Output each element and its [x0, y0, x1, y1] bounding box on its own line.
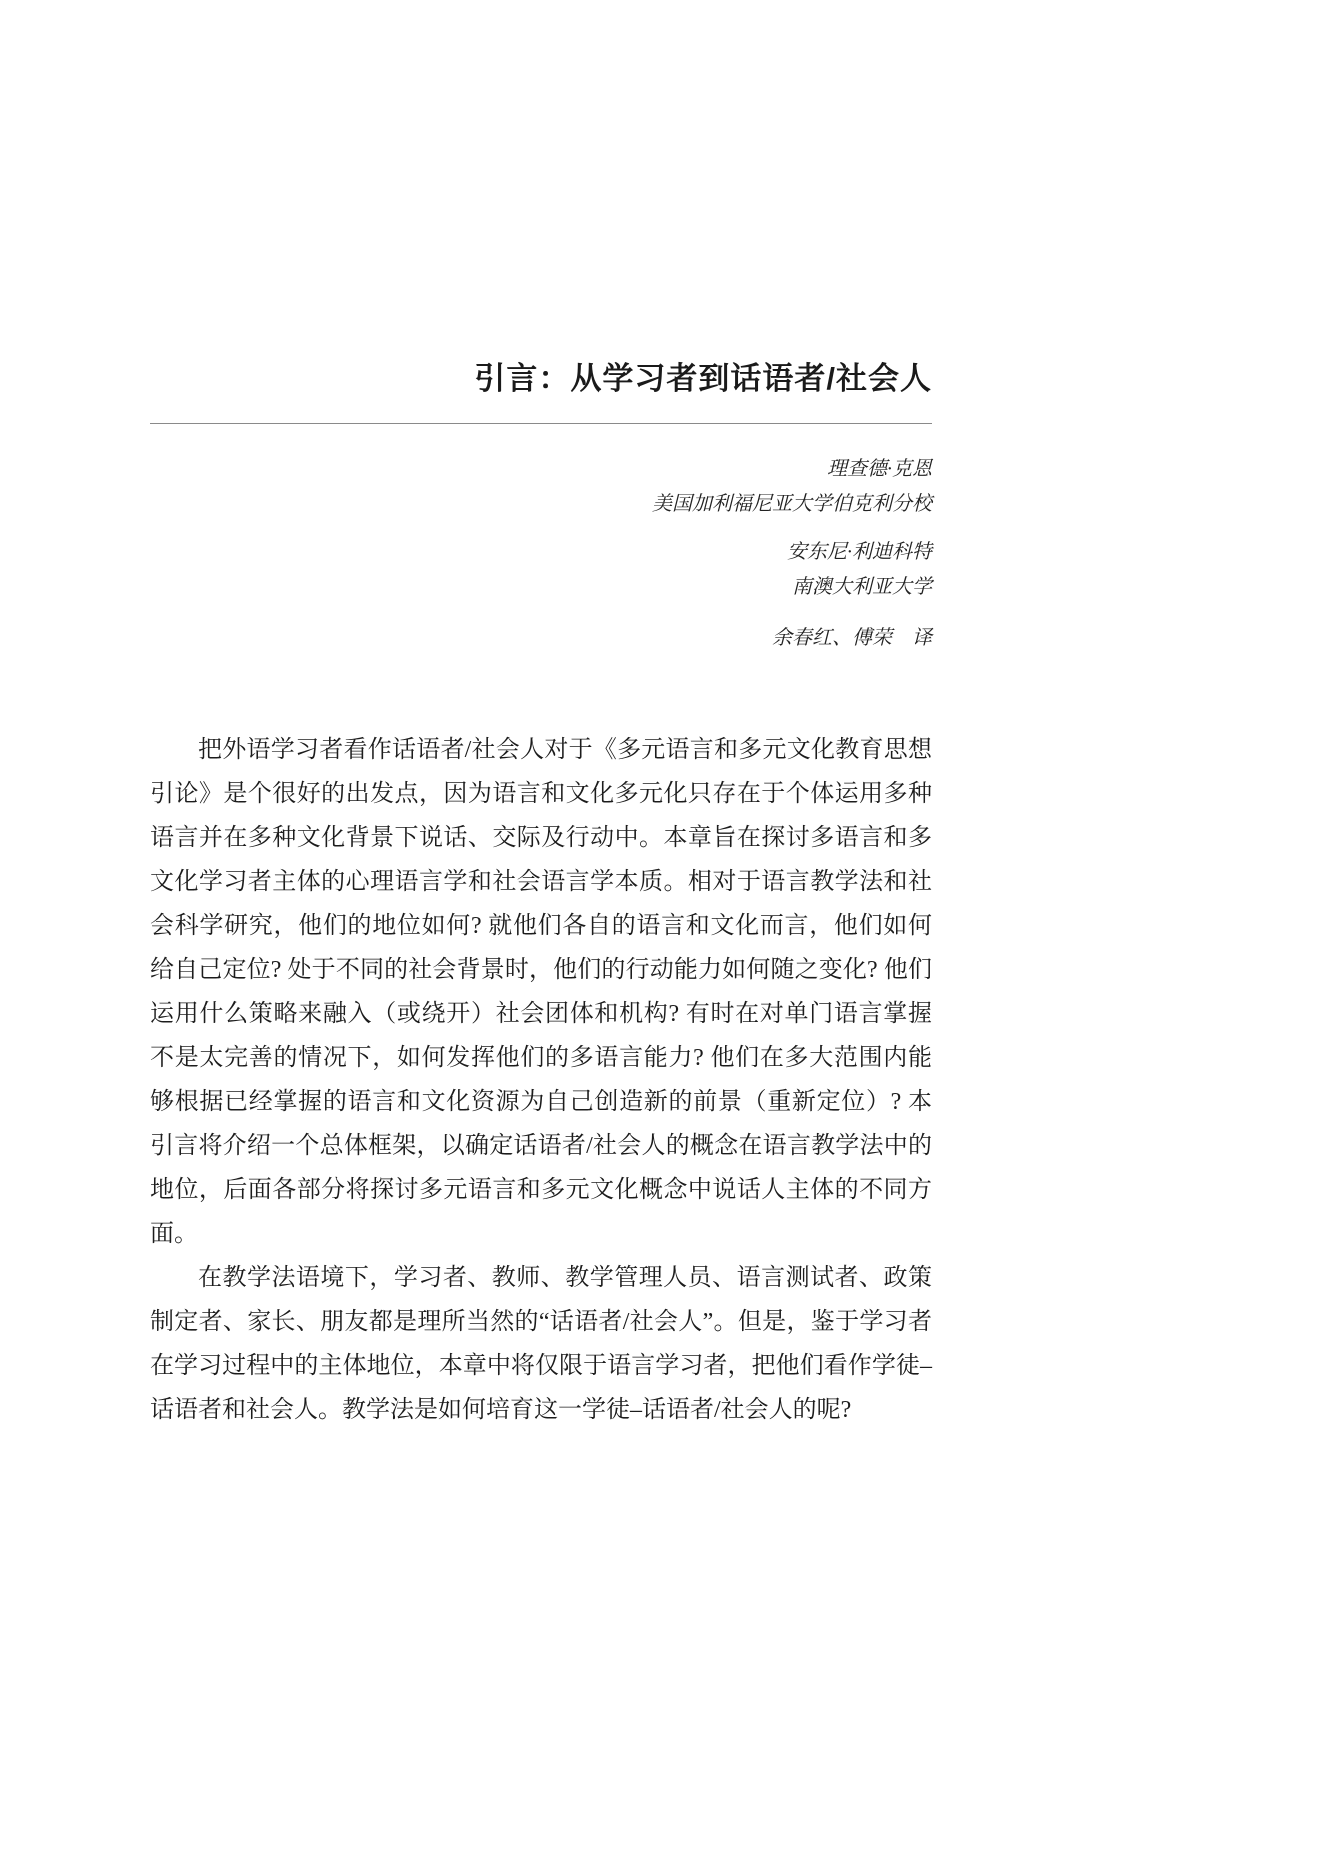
paragraph: 在教学法语境下，学习者、教师、教学管理人员、语言测试者、政策制定者、家长、朋友都是理所当然的“话语者/社会人”。但是，鉴于学习者在学习过程中的主体地位，本章中将仅限于语言学习者，把他们看作学徒–话语者和社会人。教学法是如何培育这一学徒–话语者/社会人的呢? [150, 1265, 932, 1424]
author-entry [150, 535, 932, 605]
chapter-title: 引言：从学习者到话语者/社会人 [474, 361, 932, 396]
author-name: 安东尼·利迪科特 [787, 541, 932, 564]
title-divider [150, 423, 932, 424]
author-name: 理查德·克恩 [827, 458, 932, 481]
page-content [150, 0, 932, 1432]
body-text [150, 728, 932, 1432]
paragraph: 把外语学习者看作话语者/社会人对于《多元语言和多元文化教育思想引论》是个很好的出发点，因为语言和文化多元化只存在于个体运用多种语言并在多种文化背景下说话、交际及行动中。本章旨在探讨多语言和多文化学习者主体的心理语言学和社会语言学本质。相对于语言教学法和社会科学研究，他们的地位如何? 就他们各自的语言和文化而言，他们如何给自己定位? 处于不同的社会背景时，他们的行动能力如何随之变化? 他们运用什么策略来融入（或绕开）社会团体和机构? 有时在对单门语言掌握不是太完善的情况下，如何发挥他们的多语言能力? 他们在多大范围内能够根据已经掌握的语言和文化资源为自己创造新的前景（重新定位）? 本引言将介绍一个总体框架，以确定话语者/社会人的概念在语言教学法中的地位，后面各部分将探讨多元语言和多元文化概念中说话人主体的不同方面。 [150, 737, 932, 1248]
translator-line: 余春红、傅荣 译 [772, 627, 932, 650]
author-block [150, 452, 932, 656]
author-affiliation: 美国加利福尼亚大学伯克利分校 [652, 493, 932, 516]
author-entry [150, 452, 932, 522]
author-affiliation: 南澳大利亚大学 [792, 576, 932, 599]
